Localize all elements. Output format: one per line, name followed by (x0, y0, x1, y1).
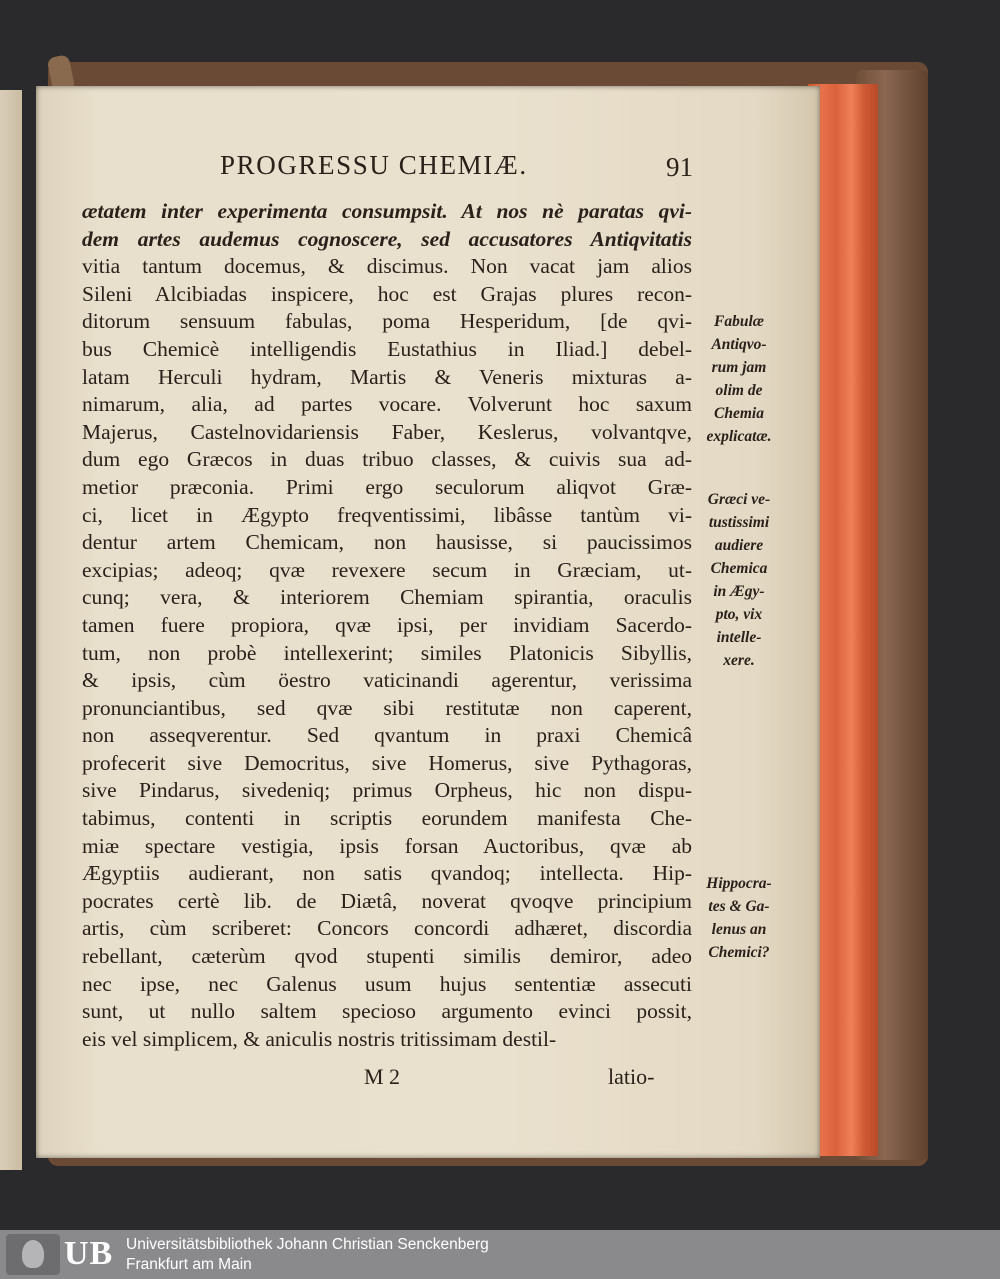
body-line: nec ipse, nec Galenus usum hujus sententiæ assecuti (82, 971, 692, 996)
body-line: & ipsis, cùm öestro vaticinandi agerentur, verissima (82, 668, 692, 693)
body-line: dentur artem Chemicam, non hausisse, si paucissimos (82, 530, 692, 555)
body-line: tum, non probè intellexerint; similes Platonicis Sibyllis, (82, 640, 692, 665)
signature-mark: M 2 (364, 1064, 401, 1089)
body-line: Ægyptiis audierant, non satis qvandoq; intellecta. Hip- (82, 861, 692, 886)
body-line: Majerus, Castelnovidariensis Faber, Keslerus, volvantqve, (82, 419, 692, 444)
previous-page-edge (0, 90, 22, 1170)
margin-note-line: Chemici? (708, 944, 770, 961)
body-text (82, 198, 692, 1053)
institution-name: Universitätsbibliothek Johann Christian Senckenberg (126, 1236, 489, 1253)
margin-note-fabulae (690, 310, 788, 448)
body-line: profecerit sive Democritus, sive Homerus, sive Pythagoras, (82, 750, 692, 775)
body-line: bus Chemicè intelligendis Eustathius in Iliad.] debel- (82, 336, 692, 361)
body-line: tabimus, contenti in scriptis eorundem manifesta Che- (82, 806, 692, 831)
running-header: PROGRESSU CHEMIÆ. (220, 150, 528, 180)
margin-note-line: Chemia (714, 405, 764, 422)
margin-note-line: explicatæ. (706, 428, 772, 445)
body-line: non asseqverentur. Sed qvantum in praxi Chemicâ (82, 723, 692, 748)
body-line: sive Pindarus, sivedeniq; primus Orpheus, hic non dispu- (82, 778, 692, 803)
margin-note-line: audiere (714, 537, 764, 554)
body-line: ci, licet in Ægypto freqventissimi, libâsse tantùm vi- (82, 502, 692, 527)
body-line: nimarum, alia, ad partes vocare. Volverunt hoc saxum (82, 392, 692, 417)
body-line: vitia tantum docemus, & discimus. Non vacat jam alios (82, 254, 692, 279)
margin-note-line: pto, vix (715, 606, 763, 623)
body-line: artis, cùm scriberet: Concors concordi adhæret, discordia (82, 916, 692, 941)
body-line: sunt, ut nullo saltem specioso argumento evinci possit, (82, 999, 692, 1024)
body-line: pocrates certè lib. de Diætâ, noverat qvoqve principium (82, 888, 692, 913)
catchword: latio- (608, 1064, 655, 1089)
margin-note-line: Chemica (710, 560, 768, 577)
margin-note-line: Antiqvo- (711, 336, 767, 353)
margin-note-line: xere. (723, 652, 755, 669)
body-line: ætatem inter experimenta consumpsit. At nos nè paratas qvi- (82, 199, 692, 223)
body-line: miæ spectare vestigia, ipsis forsan Auctoribus, qvæ ab (82, 833, 692, 858)
senckenberg-portrait-icon (6, 1234, 60, 1275)
margin-note-line: tes & Ga- (708, 898, 770, 915)
margin-note-line: Hippocra- (706, 875, 772, 892)
body-line: dem artes audemus cognoscere, sed accusatores Antiqvitatis (82, 226, 692, 251)
body-line: Sileni Alcibiadas inspicere, hoc est Grajas plures recon- (82, 281, 692, 306)
margin-note-line: tustissimi (708, 514, 770, 531)
margin-note-line: intelle- (716, 629, 762, 646)
page-number: 91 (666, 152, 693, 182)
body-line: dum ego Græcos in duas tribuo classes, & cuivis sua ad- (82, 447, 692, 472)
margin-note-line: rum jam (711, 359, 767, 376)
margin-note-line: Græci ve- (707, 491, 771, 508)
margin-note-line: Fabulæ (714, 313, 764, 330)
body-line: pronunciantibus, sed qvæ sibi restitutæ non caperent, (82, 695, 692, 720)
margin-note-line: lenus an (711, 921, 767, 938)
margin-note-line: olim de (715, 382, 763, 399)
body-line: ditorum sensuum fabulas, poma Hesperidum, [de qvi- (82, 309, 692, 334)
margin-note-line: in Ægy- (713, 583, 765, 600)
margin-note-hippocrates (690, 872, 788, 964)
body-line: cunq; vera, & interiorem Chemiam spirantia, oraculis (82, 585, 692, 610)
body-line: metior præconia. Primi ergo seculorum aliqvot Græ- (82, 474, 692, 499)
ub-logo-text: UB (64, 1235, 114, 1272)
body-line: tamen fuere propiora, qvæ ipsi, per invidiam Sacerdo- (82, 612, 692, 637)
body-line: rebellant, cæterùm qvod stupenti similis demiror, adeo (82, 944, 692, 969)
library-footer-bar (0, 1230, 1000, 1279)
body-line: eis vel simplicem, & aniculis nostris tritissimam destil- (82, 1026, 557, 1051)
body-line: excipias; adeoq; qvæ revexere secum in Græciam, ut- (82, 557, 692, 582)
margin-note-graeci (690, 488, 788, 672)
body-line: latam Herculi hydram, Martis & Veneris mixturas a- (82, 364, 692, 389)
library-logo[interactable] (6, 1234, 114, 1275)
institution-city: Frankfurt am Main (126, 1256, 252, 1273)
